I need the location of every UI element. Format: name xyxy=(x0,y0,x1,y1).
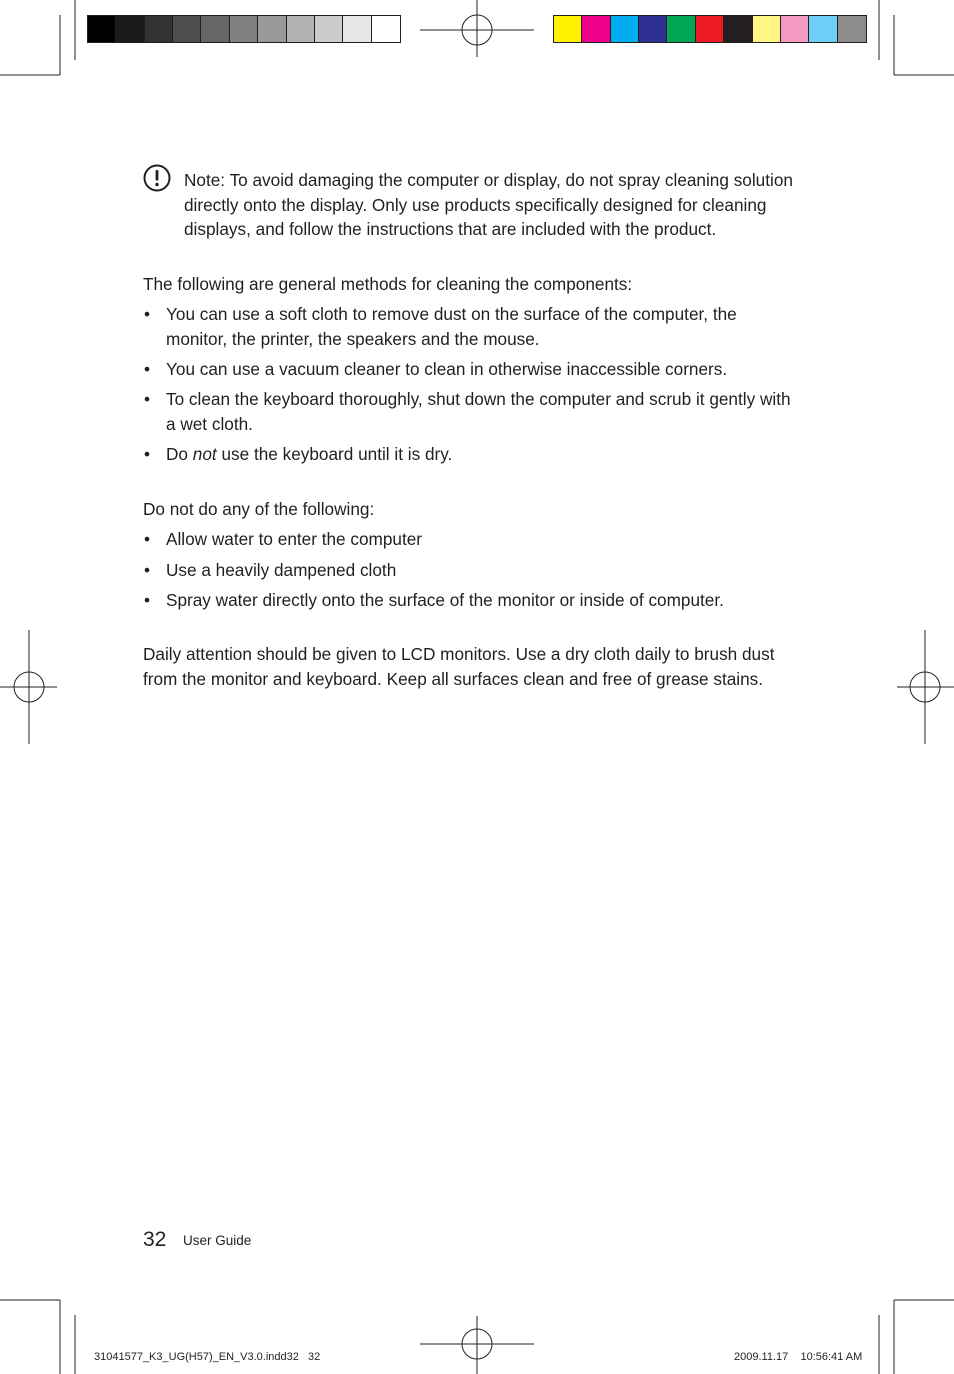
general-methods-list xyxy=(143,302,793,466)
color-swatch xyxy=(582,16,610,42)
list-item xyxy=(143,442,793,467)
list-item: • You can use a vacuum cleaner to clean in otherwise inaccessible corners. xyxy=(143,357,793,382)
gray-swatch xyxy=(116,16,144,42)
page-content xyxy=(143,168,793,691)
color-swatch xyxy=(667,16,695,42)
registration-mark-bottom xyxy=(420,1316,534,1374)
registration-mark-right xyxy=(897,630,954,744)
gray-swatch xyxy=(343,16,371,42)
gray-swatch xyxy=(258,16,286,42)
color-swatch xyxy=(611,16,639,42)
color-swatch xyxy=(724,16,752,42)
gray-swatch xyxy=(173,16,201,42)
registration-mark-top xyxy=(420,0,534,57)
closing-paragraph: Daily attention should be given to LCD monitors. Use a dry cloth daily to brush dust from the monitor and keyboard. Keep all surfaces clean and free of grease stains. xyxy=(143,644,775,689)
footer-label: User Guide xyxy=(183,1233,252,1248)
grayscale-color-bar xyxy=(87,15,401,43)
color-swatch xyxy=(554,16,582,42)
process-color-bar xyxy=(553,15,867,43)
list-item: • Use a heavily dampened cloth xyxy=(143,558,793,583)
color-swatch xyxy=(781,16,809,42)
list-item-emphasis: not xyxy=(192,444,217,465)
exclamation-icon xyxy=(143,164,171,192)
color-swatch xyxy=(838,16,866,42)
note-label: Note: xyxy=(184,170,226,190)
list-item: • To clean the keyboard thoroughly, shut down the computer and scrub it gently with a wet cloth. xyxy=(143,387,793,436)
registration-mark-left xyxy=(0,630,57,744)
gray-swatch xyxy=(315,16,343,42)
color-swatch xyxy=(809,16,837,42)
gray-swatch xyxy=(88,16,116,42)
color-swatch xyxy=(753,16,781,42)
list-item: • Allow water to enter the computer xyxy=(143,527,793,552)
gray-swatch xyxy=(201,16,229,42)
slug-timestamp: 2009.11.17 10:56:41 AM xyxy=(734,1351,863,1363)
note-text: To avoid damaging the computer or display, do not spray cleaning solution directly onto the display. Only use products specifically designed for cleaning displays, and follow the instructions that are included with the product. xyxy=(184,170,793,240)
page-number: 32 xyxy=(143,1228,167,1251)
note-block xyxy=(143,168,793,242)
do-not-heading: Do not do any of the following: xyxy=(143,498,375,519)
color-swatch xyxy=(639,16,667,42)
gray-swatch xyxy=(287,16,315,42)
list-item: • You can use a soft cloth to remove dust on the surface of the computer, the monitor, the printer, the speakers and the mouse. xyxy=(143,302,793,351)
do-not-list xyxy=(143,527,793,612)
gray-swatch xyxy=(145,16,173,42)
gray-swatch xyxy=(230,16,258,42)
list-item-text-before: Do xyxy=(166,444,188,465)
color-swatch xyxy=(696,16,724,42)
slug-file-name: 31041577_K3_UG(H57)_EN_V3.0.indd32 32 xyxy=(94,1351,321,1363)
list-item-text-after: use the keyboard until it is dry. xyxy=(221,444,453,465)
general-methods-heading: The following are general methods for cleaning the components: xyxy=(143,273,633,294)
gray-swatch xyxy=(372,16,400,42)
list-item: • Spray water directly onto the surface of the monitor or inside of computer. xyxy=(143,588,793,613)
